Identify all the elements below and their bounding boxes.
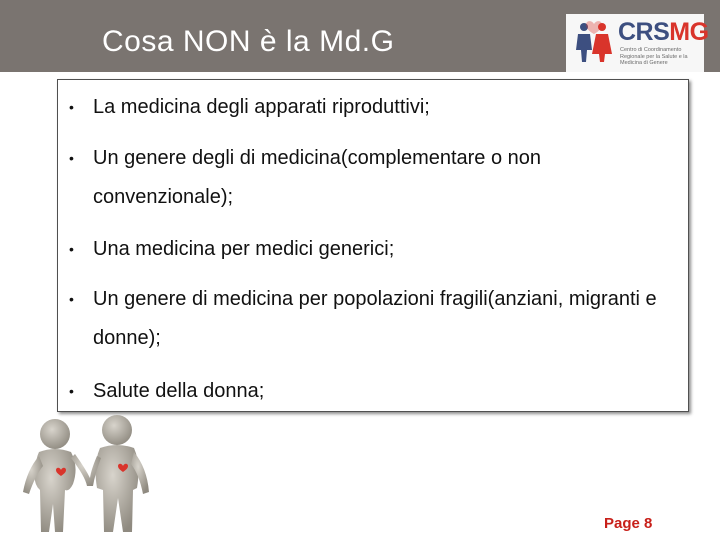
slide-header [0, 0, 720, 72]
logo-subtitle: Centro di Coordinamento Regionale per la Salute e la Medicina di Genere [620, 47, 688, 66]
bullet-icon: • [69, 241, 74, 257]
two-figures-holding-hands-icon [5, 412, 185, 537]
bullet-icon: • [69, 291, 74, 307]
logo-people-icon [572, 20, 616, 64]
bullet-icon: • [69, 99, 74, 115]
list-item: • Salute della donna; [58, 372, 678, 411]
logo-name: CRSMG [618, 18, 709, 46]
list-item: • Una medicina per medici generici; [58, 230, 678, 269]
bullet-icon: • [69, 383, 74, 399]
crsmg-logo [566, 14, 709, 72]
slide-title: Cosa NON è la Md.G [102, 25, 395, 58]
page-number: Page 8 [604, 515, 653, 532]
list-item: • Un genere degli di medicina(complementare o non convenzionale); [58, 139, 678, 217]
content-box [57, 79, 689, 412]
bullet-icon: • [69, 150, 74, 166]
list-item: • Un genere di medicina per popolazioni fragili(anziani, migranti e donne); [58, 280, 678, 358]
list-item: • La medicina degli apparati riproduttivi; [58, 88, 678, 127]
